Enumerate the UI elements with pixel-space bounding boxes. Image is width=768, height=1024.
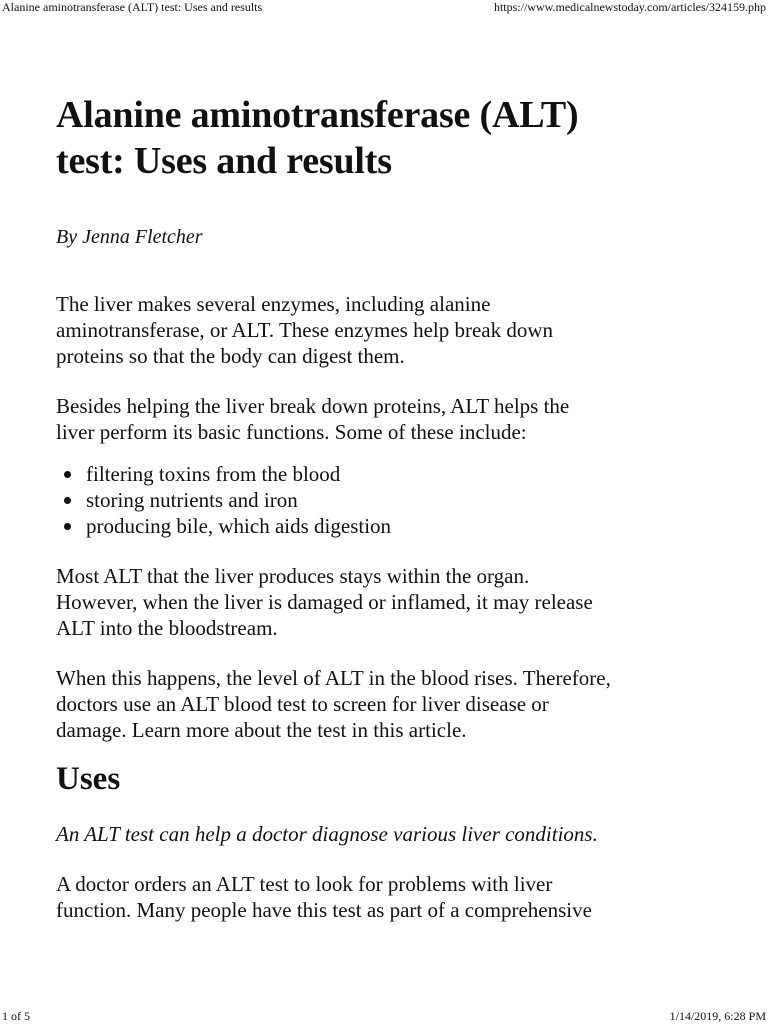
list-item: storing nutrients and iron bbox=[86, 487, 724, 513]
paragraph-line: aminotransferase, or ALT. These enzymes help break down bbox=[56, 318, 554, 342]
section-heading-uses: Uses bbox=[56, 761, 121, 797]
list-item: producing bile, which aids digestion bbox=[86, 513, 724, 539]
paragraph-line: When this happens, the level of ALT in the blood rises. Therefore, bbox=[56, 666, 611, 690]
paragraph-line: Besides helping the liver break down proteins, ALT helps the bbox=[56, 394, 570, 418]
article-title-line: Alanine aminotransferase (ALT) bbox=[56, 94, 579, 136]
paragraph-line: However, when the liver is damaged or inflamed, it may release bbox=[56, 590, 593, 614]
paragraph-uses bbox=[56, 871, 724, 923]
paragraph-line: function. Many people have this test as part of a comprehensive bbox=[56, 898, 592, 922]
paragraph-line: proteins so that the body can digest them. bbox=[56, 344, 405, 368]
paragraph-line: doctors use an ALT blood test to screen for liver disease or bbox=[56, 692, 549, 716]
paragraph-line: liver perform its basic functions. Some of these include: bbox=[56, 420, 527, 444]
print-header bbox=[0, 0, 768, 14]
article bbox=[56, 92, 724, 923]
byline: By Jenna Fletcher bbox=[56, 226, 203, 248]
print-page-title: Alanine aminotransferase (ALT) test: Uses and results bbox=[2, 0, 263, 14]
print-datetime: 1/14/2019, 6:28 PM bbox=[669, 1009, 766, 1023]
paragraph-test bbox=[56, 665, 724, 743]
list-item: filtering toxins from the blood bbox=[86, 461, 724, 487]
paragraph-line: A doctor orders an ALT test to look for problems with liver bbox=[56, 872, 553, 896]
paragraph-functions bbox=[56, 393, 724, 445]
article-title bbox=[56, 92, 724, 184]
paragraph-intro bbox=[56, 291, 724, 369]
print-url: https://www.medicalnewstoday.com/articles/324159.php bbox=[493, 0, 766, 14]
paragraph-line: ALT into the bloodstream. bbox=[56, 616, 278, 640]
article-title-line: test: Uses and results bbox=[56, 140, 392, 182]
print-footer bbox=[0, 1008, 768, 1024]
functions-list bbox=[56, 461, 724, 539]
page-number: 1 of 5 bbox=[2, 1009, 30, 1023]
paragraph-line: damage. Learn more about the test in this article. bbox=[56, 718, 467, 742]
paragraph-line: Most ALT that the liver produces stays within the organ. bbox=[56, 564, 530, 588]
paragraph-release bbox=[56, 563, 724, 641]
paragraph-line: The liver makes several enzymes, including alanine bbox=[56, 292, 491, 316]
section-lead: An ALT test can help a doctor diagnose various liver conditions. bbox=[56, 822, 598, 846]
